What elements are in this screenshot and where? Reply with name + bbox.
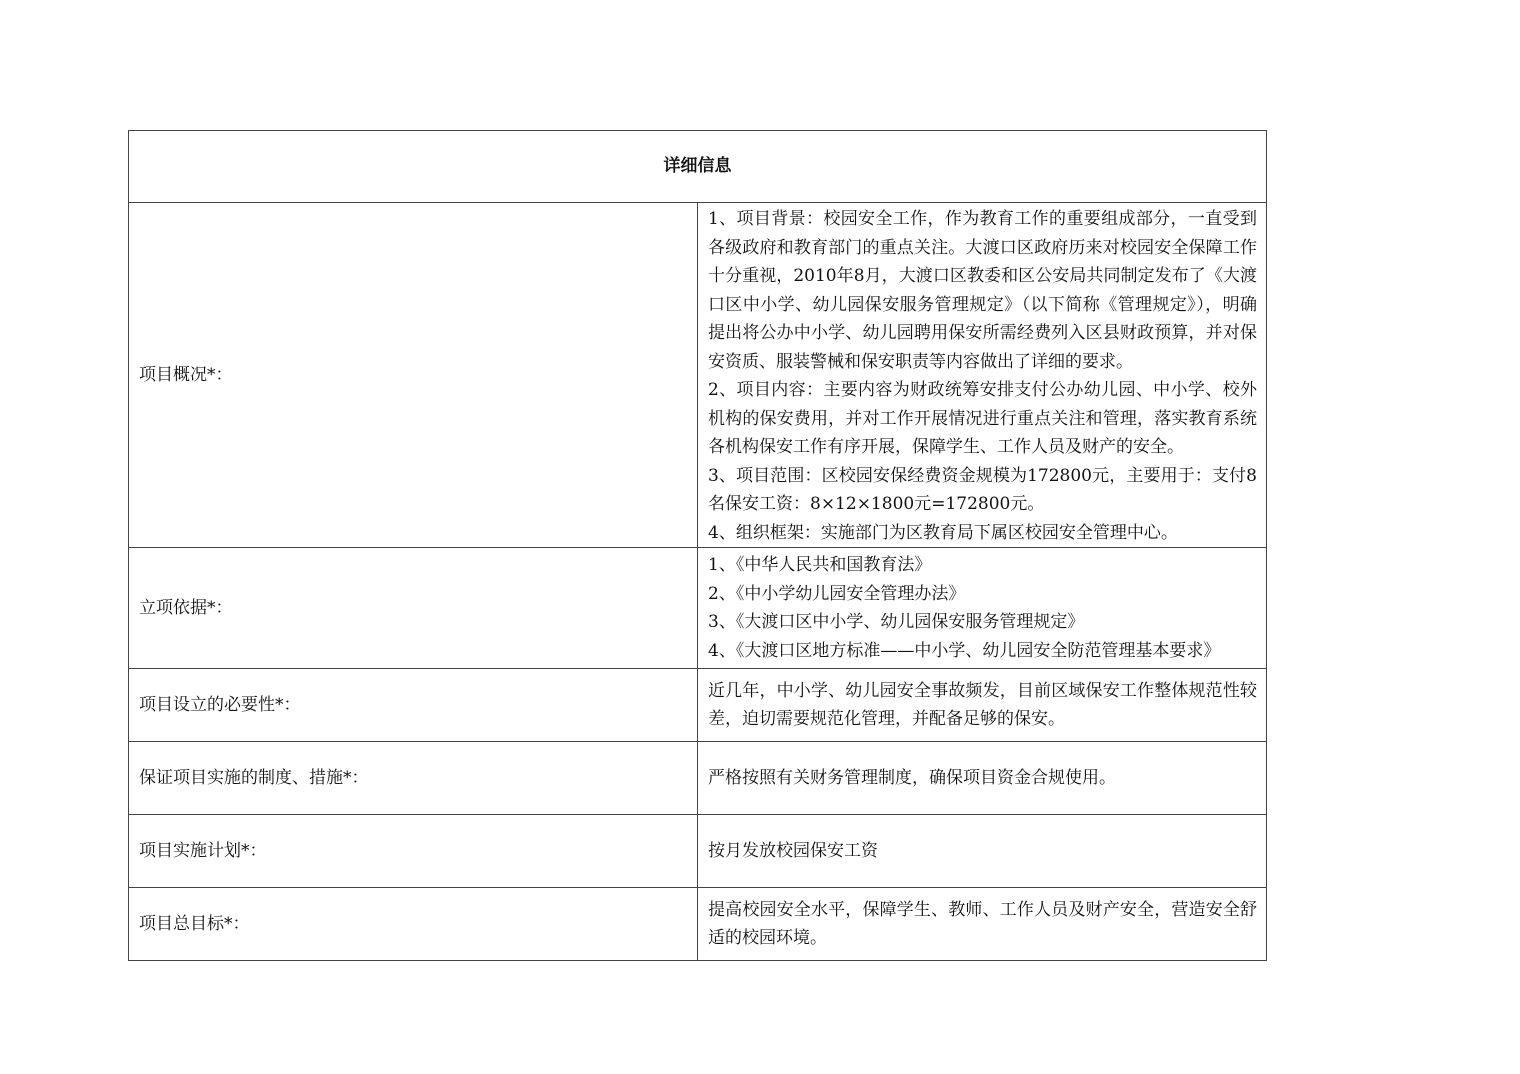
content-project-necessity: [698, 669, 1267, 742]
basis-item: 1、《中华人民共和国教育法》: [708, 555, 932, 575]
content-project-plan: [698, 815, 1267, 888]
overview-scope: 3、项目范围：区校园安保经费资金规模为172800元，主要用于：支付8名保安工资：8×12×1800元=172800元。: [708, 465, 1257, 514]
table-title-row: [129, 131, 1267, 203]
content-project-overview: [698, 203, 1267, 548]
label-project-overview: 项目概况*：: [129, 203, 698, 548]
content-project-goal: [698, 888, 1267, 961]
basis-item: 4、《大渡口区地方标准——中小学、幼儿园安全防范管理基本要求》: [708, 640, 1221, 661]
content-project-measures: [698, 742, 1267, 815]
label-project-goal: 项目总目标*：: [129, 888, 698, 961]
overview-organization: 4、组织框架：实施部门为区教育局下属区校园安全管理中心。: [708, 522, 1178, 543]
row-project-goal: [129, 888, 1267, 961]
plan-text: 按月发放校园保安工资: [708, 840, 878, 861]
overview-background: 1、项目背景：校园安全工作，作为教育工作的重要组成部分，一直受到各级政府和教育部门的重点关注。大渡口区政府历来对校园安全保障工作十分重视，2010年8月，大渡口区教委和区公安局共同制定发布了《大渡口区中小学、幼儿园保安服务管理规定》（以下简称《管理规定》），明确提出将公办中小学、幼儿园聘用保安所需经费列入区县财政预算，并对保安资质、服装警械和保安职责等内容做出了详细的要求。: [708, 209, 1257, 372]
detail-info-table: [128, 130, 1267, 961]
label-project-necessity: 项目设立的必要性*：: [129, 669, 698, 742]
content-project-basis: [698, 548, 1267, 669]
row-project-measures: [129, 742, 1267, 815]
basis-item: 2、《中小学幼儿园安全管理办法》: [708, 583, 966, 604]
table-title: 详细信息: [129, 131, 1267, 203]
row-project-plan: [129, 815, 1267, 888]
label-project-basis: 立项依据*：: [129, 548, 698, 669]
row-project-necessity: [129, 669, 1267, 742]
basis-item: 3、《大渡口区中小学、幼儿园保安服务管理规定》: [708, 612, 1085, 632]
row-project-overview: [129, 203, 1267, 548]
label-project-plan: 项目实施计划*：: [129, 815, 698, 888]
overview-content: 2、项目内容：主要内容为财政统筹安排支付公办幼儿园、中小学、校外机构的保安费用，并对工作开展情况进行重点关注和管理，落实教育系统各机构保安工作有序开展，保障学生、工作人员及财产的安全。: [708, 380, 1257, 457]
label-project-measures: 保证项目实施的制度、措施*：: [129, 742, 698, 815]
row-project-basis: [129, 548, 1267, 669]
measures-text: 严格按照有关财务管理制度，确保项目资金合规使用。: [708, 767, 1116, 788]
necessity-text: 近几年，中小学、幼儿园安全事故频发，目前区域保安工作整体规范性较差，迫切需要规范化管理，并配备足够的保安。: [708, 680, 1257, 729]
goal-text: 提高校园安全水平，保障学生、教师、工作人员及财产安全，营造安全舒适的校园环境。: [708, 899, 1257, 948]
